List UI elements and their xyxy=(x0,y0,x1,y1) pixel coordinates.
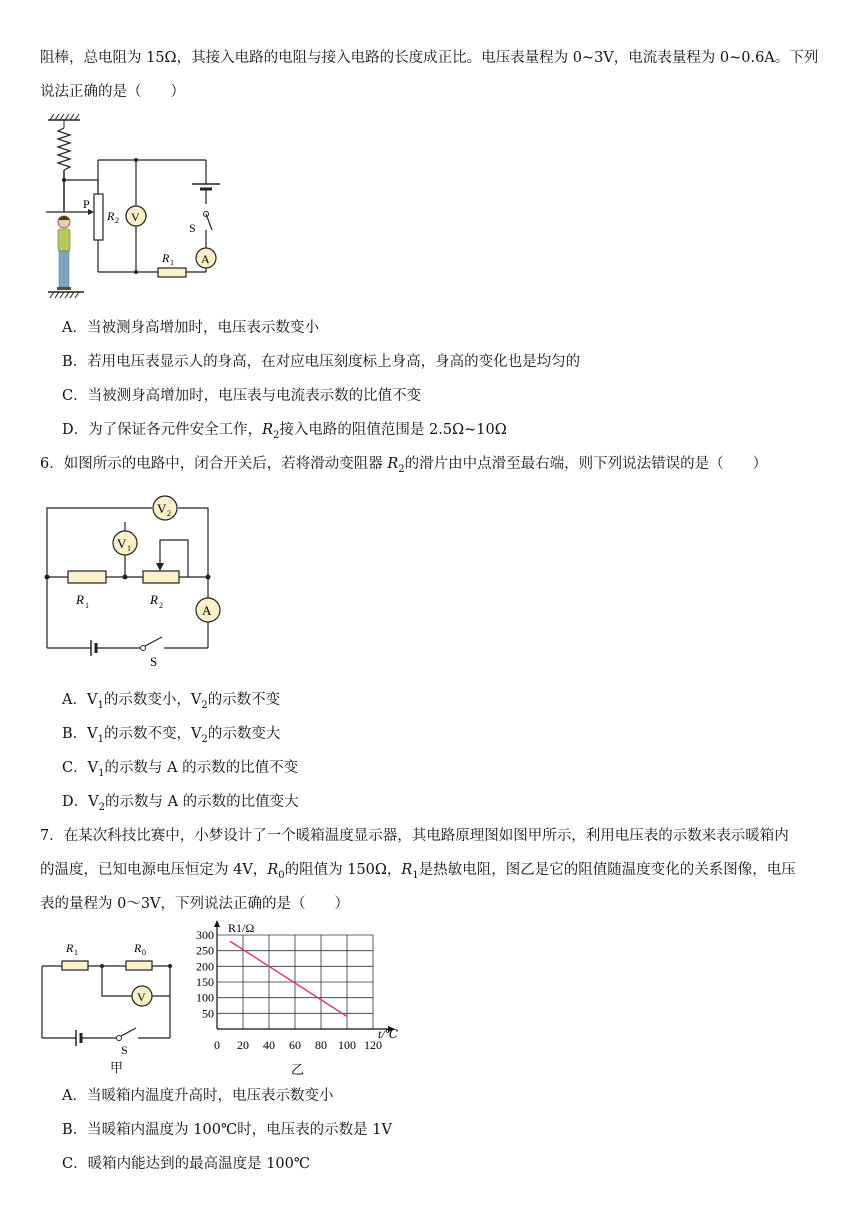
q5-label-r2: R xyxy=(107,209,115,223)
q6-r2-sub: 2 xyxy=(159,601,163,610)
x-tick-label: 0 xyxy=(214,1038,220,1052)
q5-switch-label: S xyxy=(189,221,196,235)
y-tick-label: 150 xyxy=(196,975,214,989)
q5-label-r1: R xyxy=(162,251,170,265)
q7-switch-label: S xyxy=(121,1043,128,1057)
q5-ammeter-label: A xyxy=(201,252,210,266)
q6-option-a[interactable]: A．$V_1$的示数变小，$V_2$的示数不变 xyxy=(62,692,281,711)
q6-switch-label: S xyxy=(150,654,158,669)
q7-r1-sub: 1 xyxy=(74,948,78,957)
y-tick-label: 250 xyxy=(196,943,214,958)
q5-option-b[interactable]: B．若用电压表显示人的身高，在对应电压刻度标上身高，身高的变化也是均匀的 xyxy=(62,354,581,370)
q6-v1-label: V xyxy=(117,536,127,551)
q7-stem-line2: 的温度，已知电源电压恒定为 4V，$R_0$的阻值为 150Ω，$R_1$是热敏电阻，图乙是它的阻值随温度变化的关系图像，电压 xyxy=(40,862,796,881)
q6-option-c[interactable]: C．$V_1$的示数与 A 的示数的比值不变 xyxy=(62,760,299,779)
q7-option-c[interactable]: C．暖箱内能达到的最高温度是 100℃ xyxy=(62,1156,311,1172)
series-line xyxy=(230,941,347,1016)
q6-option-d[interactable]: D．$V_2$的示数与 A 的示数的比值变大 xyxy=(62,794,299,813)
q6-stem: 6．如图所示的电路中，闭合开关后，若将滑动变阻器 $R_2$的滑片由中点滑至最右端，则下列说法错误的是（ ） xyxy=(40,456,768,475)
q5-stem-line1: 阻棒，总电阻为 15Ω，其接入电路的电阻与接入电路的长度成正比。电压表量程为 0~3V，电流表量程为 0~0.6A。下列 xyxy=(40,50,819,66)
x-tick-label: 80 xyxy=(315,1038,327,1052)
q7-caption-jia: 甲 xyxy=(110,1060,124,1074)
q6-v2-label: V xyxy=(157,501,167,516)
q6-r1-sub: 1 xyxy=(85,601,89,610)
q5-option-a[interactable]: A．当被测身高增加时，电压表示数变小 xyxy=(62,320,319,336)
y-tick-label: 300 xyxy=(196,928,214,942)
chart-ylabel: R1/Ω xyxy=(228,921,255,935)
q5-label-r1-sub: 1 xyxy=(170,258,174,267)
q5-stem-line2: 说法正确的是（ ） xyxy=(40,84,185,100)
q5-label-p: P xyxy=(83,197,90,211)
y-axis-arrow xyxy=(214,920,220,927)
y-tick-label: 100 xyxy=(196,990,214,1005)
q7-graph-yi xyxy=(186,916,408,1078)
q6-option-b[interactable]: B．$V_1$的示数不变，$V_2$的示数变大 xyxy=(62,726,281,745)
q7-circuit-jia xyxy=(38,934,178,1074)
q7-r0-label: R xyxy=(134,941,142,955)
q6-circuit-figure xyxy=(40,492,230,672)
chart-xlabel: t/℃ xyxy=(378,1027,399,1041)
q6-ammeter-label: A xyxy=(202,603,212,618)
q7-stem-line3: 表的量程为 0～3V，下列说法正确的是（ ） xyxy=(40,896,350,912)
q7-r1-label: R xyxy=(66,941,74,955)
x-tick-label: 100 xyxy=(338,1038,356,1052)
q6-v2-sub: 2 xyxy=(167,509,171,518)
q6-v1-sub: 1 xyxy=(127,544,131,553)
q5-label-r2-sub: 2 xyxy=(115,216,119,225)
q5-circuit-figure xyxy=(40,112,240,302)
q6-r2-label: R xyxy=(150,592,158,607)
q5-option-c[interactable]: C．当被测身高增加时，电压表与电流表示数的比值不变 xyxy=(62,388,422,404)
x-tick-label: 60 xyxy=(289,1038,301,1052)
person-icon xyxy=(57,216,71,290)
q7-stem-line1: 7．在某次科技比赛中，小梦设计了一个暖箱温度显示器，其电路原理图如图甲所示，利用电压表的示数来表示暖箱内 xyxy=(40,828,789,844)
q7-r0-sub: 0 xyxy=(142,948,146,957)
y-tick-label: 50 xyxy=(202,1006,214,1021)
x-tick-label: 40 xyxy=(263,1038,275,1052)
q7-voltmeter-label: V xyxy=(137,990,146,1004)
q5-voltmeter-label: V xyxy=(131,210,140,224)
q7-option-a[interactable]: A．当暖箱内温度升高时，电压表示数变小 xyxy=(62,1088,334,1104)
y-tick-label: 200 xyxy=(196,959,214,974)
x-tick-label: 20 xyxy=(237,1038,249,1052)
q7-option-b[interactable]: B．当暖箱内温度为 100℃时，电压表的示数是 1V xyxy=(62,1122,392,1138)
q6-r1-label: R xyxy=(76,592,84,607)
x-tick-label: 120 xyxy=(364,1038,382,1052)
q7-caption-yi: 乙 xyxy=(291,1062,305,1077)
q5-option-d[interactable]: D．为了保证各元件安全工作，$R_2$接入电路的阻值范围是 2.5Ω~10Ω xyxy=(62,422,507,441)
